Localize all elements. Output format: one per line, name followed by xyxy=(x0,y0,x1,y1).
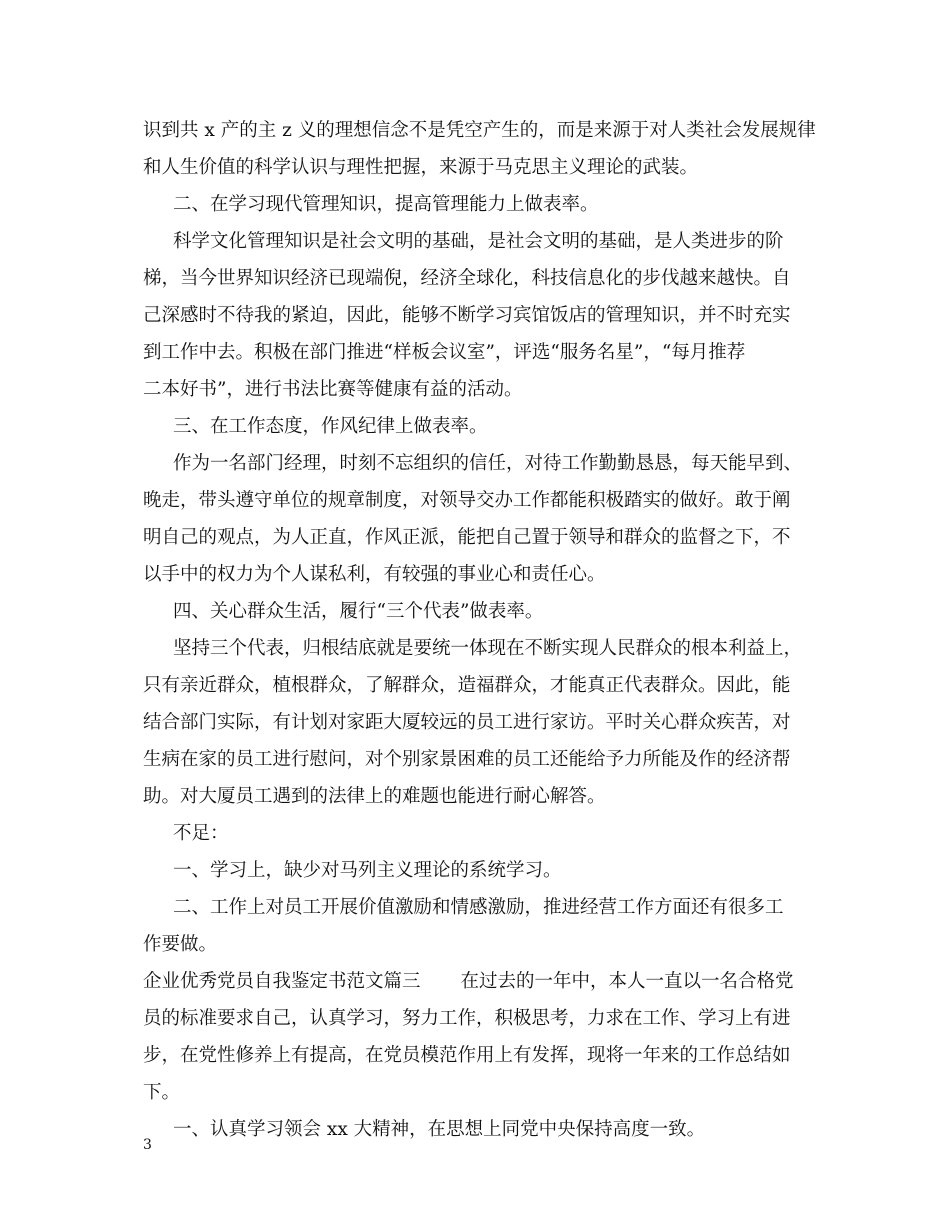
text-line: 生病在家的员工进行慰问，对个别家景困难的员工还能给予力所能及作的经济帮 xyxy=(143,749,791,770)
article-title: 企业优秀党员自我鉴定书范文篇三 xyxy=(143,971,421,992)
section-heading: 不足： xyxy=(173,823,229,844)
article-title-line xyxy=(143,963,823,1000)
document-body xyxy=(143,112,823,1148)
text-line: 以手中的权力为个人谋私利，有较强的事业心和责任心。 xyxy=(143,564,606,585)
text-line: 科学文化管理知识是社会文明的基础，是社会文明的基础，是人类进步的阶 xyxy=(173,231,784,252)
text-line: 一、学习上，缺少对马列主义理论的系统学习。 xyxy=(173,860,562,881)
text-line: 二本好书”，进行书法比赛等健康有益的活动。 xyxy=(143,379,523,400)
text-line: 作要做。 xyxy=(143,934,218,955)
text-line: 梯，当今世界知识经济已现端倪，经济全球化，科技信息化的步伐越来越快。自 xyxy=(143,268,791,289)
text-line: 己深感时不待我的紧迫，因此，能够不断学习宾馆饭店的管理知识，并不时充实 xyxy=(143,305,791,326)
text-line: 下。 xyxy=(143,1082,181,1103)
section-heading: 一、认真学习领会 xx 大精神，在思想上同党中央保持高度一致。 xyxy=(173,1119,706,1140)
text-line: 和人生价值的科学认识与理性把握，来源于马克思主义理论的武装。 xyxy=(143,157,699,178)
text-line: 结合部门实际，有计划对家距大厦较远的员工进行家访。平时关心群众疾苦，对 xyxy=(143,712,791,733)
text-line: 步，在党性修养上有提高，在党员模范作用上有发挥，现将一年来的工作总结如 xyxy=(143,1045,791,1066)
article-intro: 在过去的一年中，本人一直以一名合格党 xyxy=(460,971,794,992)
text-line: 员的标准要求自己，认真学习，努力工作，积极思考，力求在工作、学习上有进 xyxy=(143,1008,791,1029)
text-line: 晚走，带头遵守单位的规章制度，对领导交办工作都能积极踏实的做好。敢于阐 xyxy=(143,490,791,511)
text-line: 明自己的观点，为人正直，作风正派，能把自己置于领导和群众的监督之下，不 xyxy=(143,527,791,548)
text-line: 助。对大厦员工遇到的法律上的难题也能进行耐心解答。 xyxy=(143,786,606,807)
section-heading: 三、在工作态度，作风纪律上做表率。 xyxy=(173,416,488,437)
text-line: 只有亲近群众，植根群众，了解群众，造福群众，才能真正代表群众。因此，能 xyxy=(143,675,791,696)
section-heading: 四、关心群众生活，履行“三个代表”做表率。 xyxy=(173,601,544,622)
text-line: 坚持三个代表，归根结底就是要统一体现在不断实现人民群众的根本利益上， xyxy=(173,638,803,659)
text-line: 作为一名部门经理，时刻不忘组织的信任，对待工作勤勤恳恳，每天能早到、 xyxy=(173,453,803,474)
text-line: 到工作中去。积极在部门推进“样板会议室”，评选“服务名星”，“每月推荐 xyxy=(143,342,746,363)
page-number: 3 xyxy=(143,1137,152,1153)
text-line: 识到共 x 产的主 z 义的理想信念不是凭空产生的，而是来源于对人类社会发展规律 xyxy=(143,120,816,141)
text-line: 二、工作上对员工开展价值激励和情感激励，推进经营工作方面还有很多工 xyxy=(173,897,784,918)
section-heading: 二、在学习现代管理知识，提高管理能力上做表率。 xyxy=(173,194,599,215)
